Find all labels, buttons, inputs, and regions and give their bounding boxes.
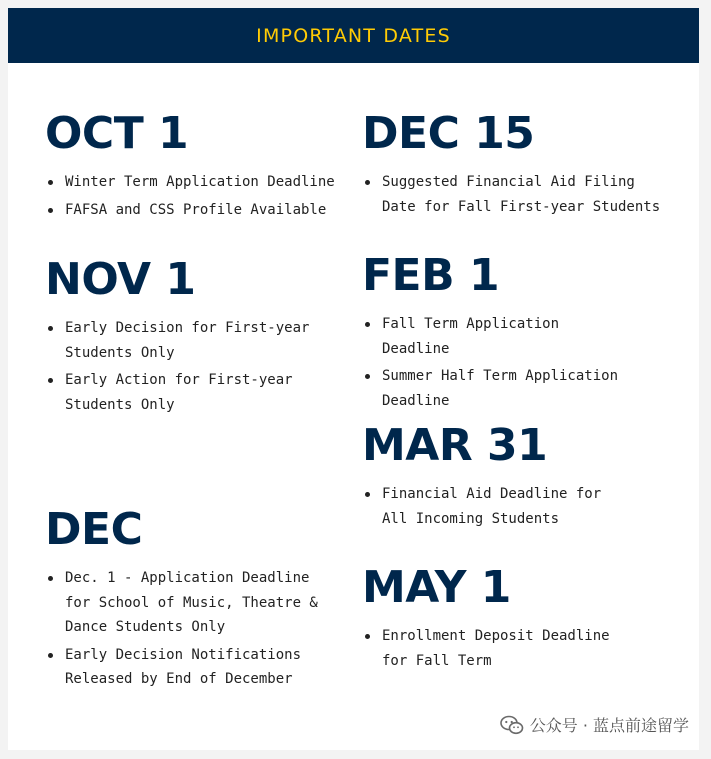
list-item: FAFSA and CSS Profile Available bbox=[45, 198, 335, 223]
date-heading: FEB 1 bbox=[362, 250, 500, 301]
date-heading: OCT 1 bbox=[45, 108, 189, 159]
watermark-text: 公众号 · 蓝点前途留学 bbox=[529, 716, 689, 735]
list-item: Winter Term Application Deadline bbox=[45, 170, 335, 195]
date-heading: DEC bbox=[45, 504, 143, 555]
date-block-nov-1 bbox=[45, 254, 315, 420]
important-dates-card bbox=[8, 8, 699, 750]
list-item: Early Decision for First-year Students Only bbox=[45, 316, 315, 365]
date-heading: NOV 1 bbox=[45, 254, 196, 305]
deadline-list bbox=[362, 312, 632, 413]
list-item: Early Decision Notifications Released by End of December bbox=[45, 643, 335, 692]
header-bar bbox=[8, 8, 699, 63]
date-block-may-1 bbox=[362, 562, 632, 676]
list-item: Summer Half Term Application Deadline bbox=[362, 364, 632, 413]
list-item: Early Action for First-year Students Only bbox=[45, 368, 315, 417]
date-heading: MAY 1 bbox=[362, 562, 511, 613]
date-heading: MAR 31 bbox=[362, 420, 548, 471]
deadline-list bbox=[45, 566, 335, 692]
list-item: Fall Term Application Deadline bbox=[362, 312, 632, 361]
date-heading: DEC 15 bbox=[362, 108, 535, 159]
list-item: Suggested Financial Aid Filing Date for Fall First-year Students bbox=[362, 170, 662, 219]
deadline-list bbox=[362, 624, 632, 673]
list-item: Enrollment Deposit Deadline for Fall Term bbox=[362, 624, 632, 673]
date-block-dec bbox=[45, 504, 335, 695]
date-block-dec-15 bbox=[362, 108, 662, 222]
date-block-mar-31 bbox=[362, 420, 632, 534]
list-item: Dec. 1 - Application Deadline for School of Music, Theatre & Dance Students Only bbox=[45, 566, 335, 640]
date-block-oct-1 bbox=[45, 108, 335, 225]
deadline-list bbox=[45, 316, 315, 417]
header-title: IMPORTANT DATES bbox=[256, 24, 451, 47]
deadline-list bbox=[45, 170, 335, 222]
watermark bbox=[500, 713, 689, 736]
date-block-feb-1 bbox=[362, 250, 632, 416]
wechat-icon bbox=[500, 715, 524, 735]
list-item: Financial Aid Deadline for All Incoming Students bbox=[362, 482, 632, 531]
deadline-list bbox=[362, 170, 662, 219]
deadline-list bbox=[362, 482, 632, 531]
